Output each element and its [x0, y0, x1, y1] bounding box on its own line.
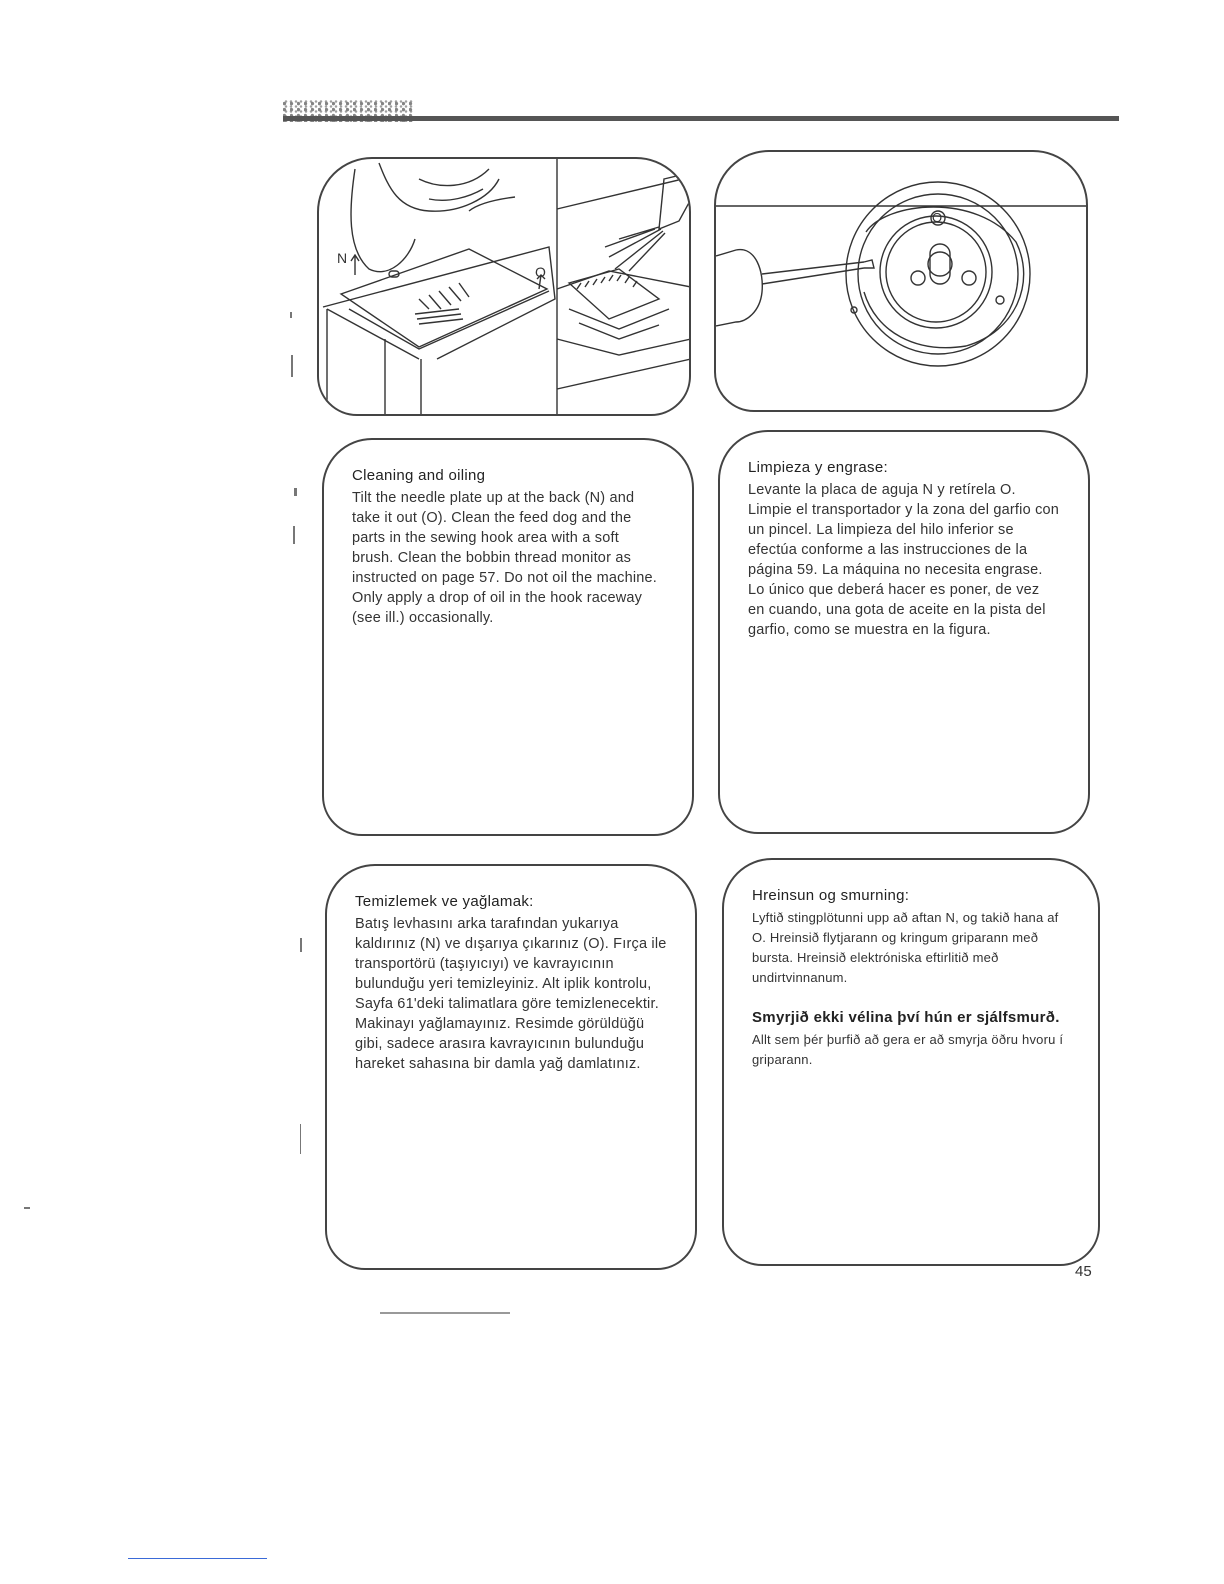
- section-title: Hreinsun og smurning:: [752, 887, 910, 904]
- section-subtitle: Smyrjið ekki vélina því hún er sjálfsmurð.: [752, 1009, 1060, 1026]
- margin-mark: [294, 488, 297, 496]
- section-title: Temizlemek ve yağlamak:: [355, 893, 534, 910]
- label-n: N: [337, 250, 348, 266]
- section-turkish: [325, 864, 697, 1270]
- hook-raceway-illustration: [714, 150, 1088, 412]
- section-title: Limpieza y engrase:: [748, 459, 888, 476]
- needle-plate-drawing: [319, 159, 691, 416]
- section-title: Cleaning and oiling: [352, 467, 486, 484]
- footer-smudge: [380, 1312, 510, 1314]
- margin-mark: [290, 312, 292, 318]
- section-body: Tilt the needle plate up at the back (N) and take it out (O). Clean the feed dog and the parts in the sewing hook area with a soft brush. Clean the bobbin thread monitor as instructed on page 57. Do not oil the machine. Only apply a drop of oil in the hook raceway (see ill.) occasionally.: [352, 490, 658, 626]
- label-o: O: [535, 264, 546, 280]
- footer-link-rule: [128, 1558, 267, 1559]
- section-body-2: Allt sem þér þurfið að gera er að smyrja öðru hvoru í griparann.: [752, 1032, 1064, 1067]
- section-english: [322, 438, 694, 836]
- section-spanish: [718, 430, 1090, 834]
- margin-mark: [291, 355, 293, 377]
- section-body: Levante la placa de aguja N y retírela O. Limpie el transportador y la zona del garfio con un pincel. La limpieza del hilo inferior se efectúa conforme a las instrucciones de la página 59. La máquina no necesita engrase. Lo único que deberá hacer es poner, de vez en cuando, una gota de aceite en la pista del garfio, como se muestra en la figura.: [748, 482, 1060, 638]
- needle-plate-illustration: [317, 157, 691, 416]
- margin-mark: [300, 1124, 301, 1154]
- margin-mark: [300, 938, 302, 952]
- header-rule: [283, 116, 1119, 121]
- margin-mark: [293, 526, 295, 544]
- section-body: Lyftið stingplötunni upp að aftan N, og takið hana af O. Hreinsið flytjarann og kringum griparann með bursta. Hreinsið elektróniska eftirlitið með undirtvinnanum.: [752, 910, 1059, 985]
- section-body: Batış levhasını arka tarafından yukarıya kaldırınız (N) ve dışarıya çıkarınız (O). Fırça ile transportörü (taşıyıcıyı) ve kavrayıcının bulunduğu yeri temizleyiniz. Alt iplik kontrolu, Sayfa 61'deki talimatlara göre temizlenecektir. Makinayı yağlamayınız. Resimde görüldüğü gibi, sadece arasıra kavrayıcının bulunduğu hareket sahasına bir damla yağ damlatınız.: [355, 916, 667, 1072]
- label-o: O: [932, 210, 943, 225]
- section-icelandic: [722, 858, 1100, 1266]
- hook-raceway-drawing: [716, 152, 1088, 412]
- page-number: 45: [1075, 1263, 1092, 1280]
- margin-mark: [24, 1207, 30, 1209]
